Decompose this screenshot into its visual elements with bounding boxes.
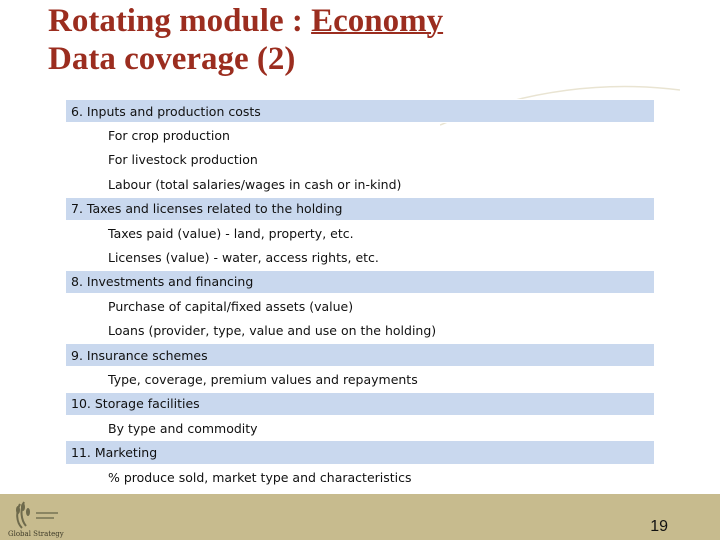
section-item: Type, coverage, premium values and repayments xyxy=(108,371,418,387)
slide-title xyxy=(48,2,443,78)
section-item: Licenses (value) - water, access rights, etc. xyxy=(108,250,379,266)
footer-bar xyxy=(0,494,720,540)
section-item: % produce sold, market type and characteristics xyxy=(108,469,412,485)
global-strategy-logo xyxy=(6,498,66,540)
coverage-table xyxy=(66,99,654,489)
title-line-2: Data coverage (2) xyxy=(48,41,296,77)
section-item: Labour (total salaries/wages in cash or in-kind) xyxy=(108,176,402,192)
section-item: Purchase of capital/fixed assets (value) xyxy=(108,298,354,314)
section-heading: 9. Insurance schemes xyxy=(66,343,654,367)
section-item: For crop production xyxy=(108,128,230,144)
title-line-1 xyxy=(48,2,443,40)
section-heading: 11. Marketing xyxy=(66,440,654,464)
section-item: For livestock production xyxy=(108,152,258,168)
section-heading: 10. Storage facilities xyxy=(66,392,654,416)
section-heading: 8. Investments and financing xyxy=(66,270,654,294)
title-underlined-word: Economy xyxy=(311,3,444,39)
section-item: Loans (provider, type, value and use on the holding) xyxy=(108,323,437,339)
page-number: 19 xyxy=(650,518,668,535)
section-item: Taxes paid (value) - land, property, etc. xyxy=(108,225,354,241)
section-heading: 7. Taxes and licenses related to the holding xyxy=(66,197,654,221)
section-heading: 6. Inputs and production costs xyxy=(66,99,654,123)
section-item: By type and commodity xyxy=(108,420,258,436)
logo-text: Global Strategy xyxy=(8,530,64,538)
title-prefix: Rotating module : xyxy=(48,3,312,39)
